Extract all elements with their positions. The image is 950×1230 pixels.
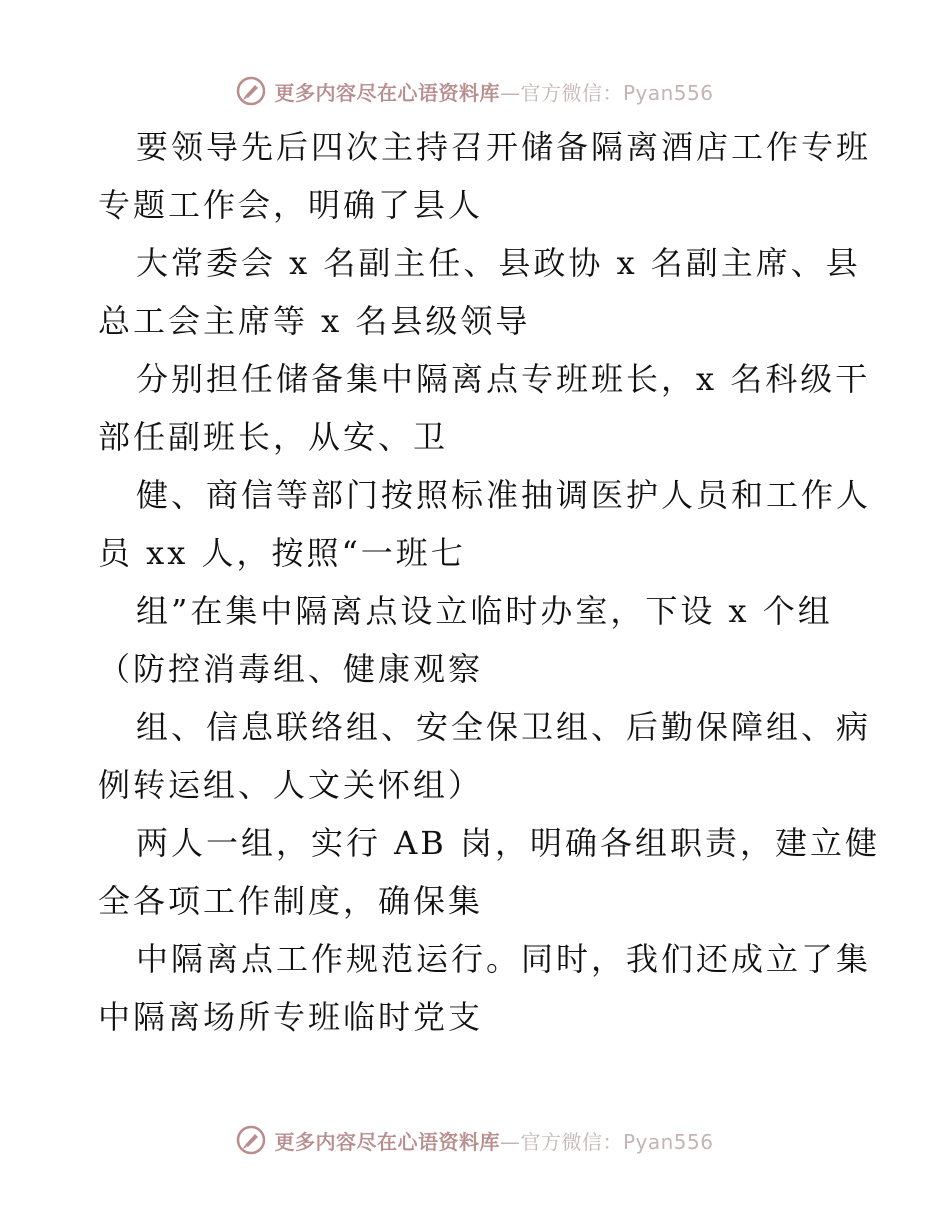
watermark-brand: 更多内容尽在心语资料库 — [274, 1129, 500, 1154]
watermark-wechat: —官方微信：Pyan556 — [499, 1129, 714, 1154]
text-line: 中隔离场所专班临时党支 — [98, 998, 484, 1036]
text-line: 组”在集中隔离点设立临时办室，下设 x 个组 — [136, 592, 833, 630]
watermark-brand: 更多内容尽在心语资料库 — [274, 80, 500, 105]
text-line: 中隔离点工作规范运行。同时，我们还成立了集 — [136, 940, 872, 978]
text-line: 总工会主席等 x 名县级领导 — [98, 302, 531, 340]
logo-icon — [236, 1125, 266, 1155]
watermark-wechat: —官方微信：Pyan556 — [499, 80, 714, 105]
text-line: 例转运组、人文关怀组） — [98, 766, 484, 804]
text-line: 两人一组，实行 AB 岗，明确各组职责，建立健 — [136, 824, 880, 862]
logo-icon — [236, 76, 266, 106]
text-line: 大常委会 x 名副主任、县政协 x 名副主席、县 — [136, 244, 861, 282]
text-line: 专题工作会，明确了县人 — [98, 186, 484, 224]
footer-watermark — [0, 1120, 950, 1160]
header-watermark — [0, 71, 950, 111]
text-line: 组、信息联络组、安全保卫组、后勤保障组、病 — [136, 708, 872, 746]
document-body — [98, 118, 880, 1046]
text-line: 分别担任储备集中隔离点专班班长，x 名科级干 — [136, 360, 871, 398]
text-line: 全各项工作制度，确保集 — [98, 882, 484, 920]
text-line: 要领导先后四次主持召开储备隔离酒店工作专班 — [136, 128, 872, 166]
text-line: 部任副班长，从安、卫 — [98, 418, 449, 456]
text-line: 健、商信等部门按照标准抽调医护人员和工作人 — [136, 476, 872, 514]
text-line: （防控消毒组、健康观察 — [98, 650, 484, 688]
text-line: 员 xx 人，按照“一班七 — [98, 534, 466, 572]
